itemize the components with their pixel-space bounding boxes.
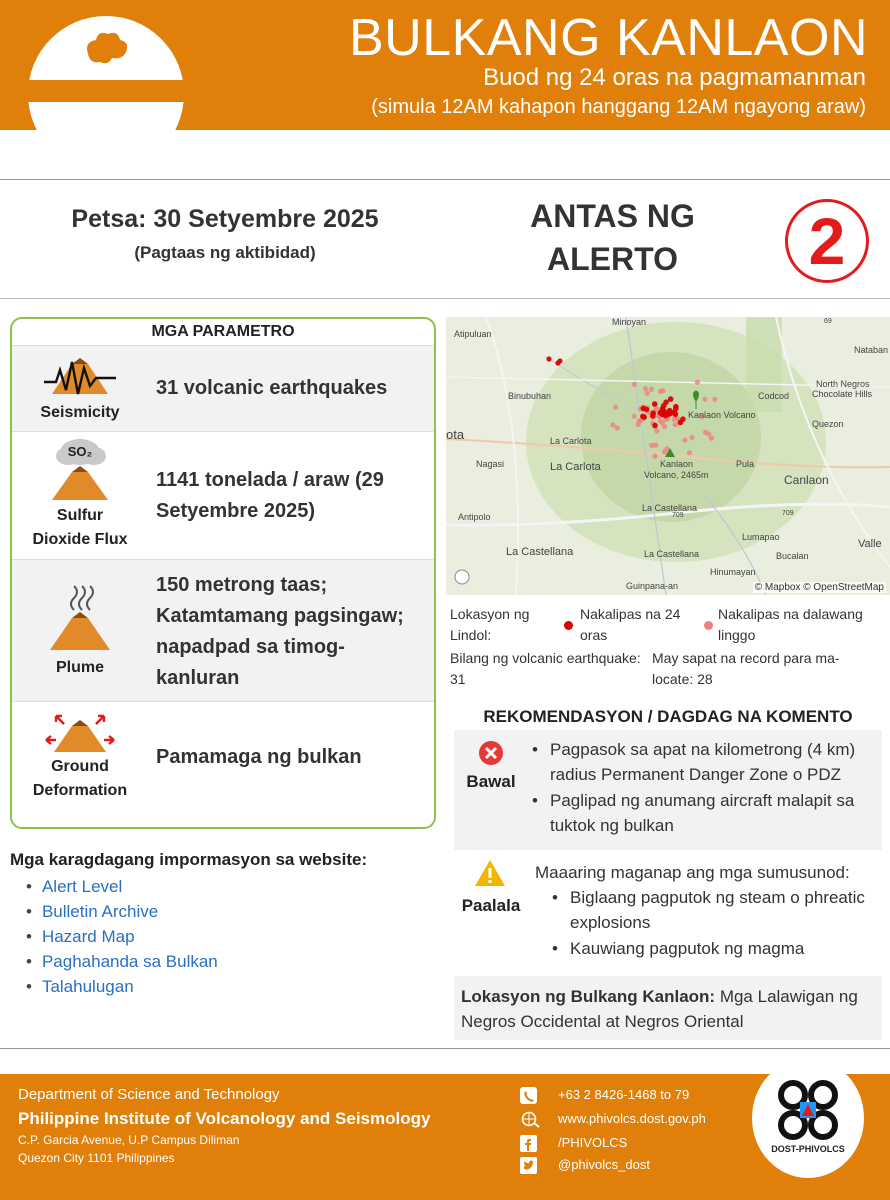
earthquake-point bbox=[712, 397, 717, 402]
map-label-lumapao: Lumapao bbox=[742, 532, 780, 542]
link-talahulugan[interactable]: • Talahulugan bbox=[26, 974, 218, 999]
param-label-seismicity: Seismicity bbox=[40, 404, 120, 421]
legend-recent-line1: Nakalipas na 24 bbox=[580, 606, 681, 622]
earthquake-point bbox=[654, 428, 659, 433]
dost-phivolcs-emblem-icon bbox=[778, 1080, 838, 1140]
earthquake-point bbox=[652, 423, 658, 429]
param-value-so2 bbox=[156, 465, 428, 527]
map-road-709a: 709 bbox=[672, 512, 684, 519]
map-label-ota: ota bbox=[446, 427, 465, 442]
earthquake-point bbox=[695, 380, 700, 385]
param-label-deformation bbox=[12, 755, 148, 803]
earthquake-point bbox=[645, 391, 650, 396]
param-label-plume: Plume bbox=[55, 659, 104, 676]
footer-dept: Department of Science and Technology bbox=[18, 1086, 280, 1103]
twitter-icon bbox=[520, 1157, 537, 1174]
map-canvas bbox=[446, 317, 890, 595]
parameters-panel bbox=[10, 317, 436, 829]
earthquake-point bbox=[643, 386, 648, 391]
so2-icon-text: SO₂ bbox=[67, 444, 93, 459]
param-label-so2-line2: Dioxide Flux bbox=[32, 531, 128, 548]
param-label-deformation-line1: Ground bbox=[51, 758, 109, 775]
map-label-quezon: Quezon bbox=[812, 419, 844, 429]
legend-older-label bbox=[718, 604, 863, 646]
plume-icon bbox=[12, 580, 148, 652]
earthquake-point bbox=[673, 404, 679, 410]
paalala-item: • Kauwiang pagputok ng magma bbox=[552, 936, 878, 961]
dost-phivolcs-text: DOST-PHIVOLCS bbox=[771, 1144, 845, 1154]
earthquake-point bbox=[632, 382, 637, 387]
paalala-intro: Maaaring maganap ang mga sumusunod: bbox=[535, 863, 850, 882]
legend-locatable-line2: locate: 28 bbox=[652, 671, 713, 687]
map-label-codcod: Codcod bbox=[758, 391, 790, 401]
earthquake-point bbox=[613, 405, 618, 410]
map-label-north-negros-2: Chocolate Hills bbox=[812, 389, 873, 399]
earthquake-point bbox=[658, 389, 663, 394]
globe-search-icon bbox=[520, 1111, 542, 1128]
earthquake-point bbox=[709, 436, 714, 441]
bawal-box bbox=[454, 730, 882, 850]
bawal-item: • Pagpasok sa apat na kilometrong (4 km) radius Permanent Danger Zone o PDZ bbox=[532, 737, 878, 787]
map-label-summit-1: Kanlaon bbox=[660, 459, 694, 469]
legend-recent-dot bbox=[564, 621, 573, 630]
legend-location-line1: Lokasyon ng bbox=[450, 606, 530, 622]
alert-label-line1: ANTAS NG bbox=[530, 198, 695, 234]
link-hazard-map[interactable]: • Hazard Map bbox=[26, 924, 218, 949]
page-subtitle: Buod ng 24 oras na pagmamanman bbox=[483, 64, 866, 91]
alert-label-line2: ALERTO bbox=[547, 241, 678, 277]
legend-count-label: Bilang ng volcanic earthquake: bbox=[450, 650, 641, 666]
earthquake-point bbox=[672, 417, 677, 422]
page-title: BULKANG KANLAON bbox=[349, 9, 868, 67]
link-paghahanda[interactable]: • Paghahanda sa Bulkan bbox=[26, 949, 218, 974]
param-value-plume-line3: napadpad sa timog- bbox=[156, 636, 345, 658]
earthquake-point bbox=[702, 397, 707, 402]
param-value-seismicity: 31 volcanic earthquakes bbox=[156, 377, 388, 399]
volcano-location-value: Mga Lalawigan ng Negros Occidental at Negros Oriental bbox=[461, 987, 858, 1031]
map-road-69: 69 bbox=[824, 318, 832, 325]
earthquake-map[interactable] bbox=[446, 317, 890, 595]
page-subtitle-period: (simula 12AM kahapon hanggang 12AM ngayong araw) bbox=[371, 96, 866, 118]
earthquake-point bbox=[651, 410, 657, 416]
earthquake-point bbox=[678, 420, 684, 426]
map-label-la-carlota: La Carlota bbox=[550, 436, 592, 446]
map-label-la-castellana-upper: La Castellana bbox=[642, 503, 698, 513]
earthquake-point bbox=[689, 435, 694, 440]
earthquake-point bbox=[632, 414, 637, 419]
paalala-box bbox=[454, 852, 882, 974]
legend-count bbox=[450, 648, 641, 690]
earthquake-point bbox=[673, 422, 678, 427]
paalala-list bbox=[552, 885, 878, 962]
recommendations-title: REKOMENDASYON / DAGDAG NA KOMENTO bbox=[483, 707, 853, 726]
paalala-item: • Biglaang pagputok ng steam o phreatic explosions bbox=[552, 885, 878, 935]
param-value-plume-line2: Katamtamang pagsingaw; bbox=[156, 605, 404, 627]
prohibited-icon bbox=[478, 740, 504, 766]
earthquake-point bbox=[663, 399, 669, 405]
param-value-deformation: Pamamaga ng bulkan bbox=[156, 746, 362, 768]
map-label-summit-2: Volcano, 2465m bbox=[644, 470, 709, 480]
param-value-plume bbox=[156, 570, 428, 694]
footer-address-1: C.P. Garcia Avenue, U.P Campus Diliman bbox=[18, 1133, 240, 1147]
date-alert-row bbox=[0, 181, 890, 299]
earthquake-point bbox=[687, 450, 692, 455]
map-attribution[interactable]: © Mapbox © OpenStreetMap bbox=[754, 582, 884, 593]
footer-facebook-text: /PHIVOLCS bbox=[558, 1135, 628, 1150]
earthquake-point bbox=[667, 411, 673, 417]
earthquake-point bbox=[649, 387, 654, 392]
earthquake-point bbox=[658, 410, 664, 416]
earthquake-point bbox=[555, 360, 560, 365]
earthquake-point bbox=[641, 406, 647, 412]
map-label-guinpana-an: Guinpana-an bbox=[626, 581, 679, 591]
legend-older-line2: linggo bbox=[718, 627, 756, 643]
param-value-plume-line1: 150 metrong taas; bbox=[156, 574, 328, 596]
legend-location-line2: Lindol: bbox=[450, 627, 492, 643]
parameter-row-so2 bbox=[12, 431, 434, 559]
seismicity-icon bbox=[12, 354, 148, 398]
footer-address-2: Quezon City 1101 Philippines bbox=[18, 1151, 175, 1165]
volcano-logo-icon bbox=[22, 14, 190, 174]
footer-twitter-text: @phivolcs_dost bbox=[558, 1157, 650, 1172]
earthquake-point bbox=[610, 422, 615, 427]
earthquake-point bbox=[660, 420, 665, 425]
earthquake-point bbox=[653, 443, 658, 448]
earthquake-point bbox=[652, 454, 657, 459]
map-label-valle: Valle bbox=[858, 538, 882, 550]
legend-location-label bbox=[450, 604, 529, 646]
map-label-hinumayan: Hinumayan bbox=[710, 567, 756, 577]
bawal-list bbox=[532, 737, 878, 839]
earthquake-point bbox=[640, 414, 646, 420]
dost-phivolcs-logo bbox=[752, 1058, 864, 1178]
map-label-north-negros-1: North Negros bbox=[816, 379, 870, 389]
parameters-title: MGA PARAMETRO bbox=[151, 323, 295, 340]
map-label-kanlaon-volcano: Kanlaon Volcano bbox=[688, 410, 756, 420]
earthquake-point bbox=[668, 396, 674, 402]
parameter-row-plume bbox=[12, 559, 434, 701]
paalala-label: Paalala bbox=[461, 896, 521, 915]
footer-website-text: www.phivolcs.dost.gov.ph bbox=[558, 1111, 706, 1126]
param-value-so2-line2: Setyembre 2025) bbox=[156, 500, 315, 522]
map-label-la-castellana-lower: La Castellana bbox=[644, 549, 700, 559]
earthquake-point bbox=[546, 356, 551, 361]
alert-level-badge: 2 bbox=[785, 199, 869, 283]
link-alert-level[interactable]: • Alert Level bbox=[26, 874, 218, 899]
footer-phone-text: +63 2 8426-1468 to 79 bbox=[558, 1087, 690, 1102]
map-label-bucalan: Bucalan bbox=[776, 551, 809, 561]
volcano-location-box bbox=[454, 976, 882, 1040]
bulletin-date: Petsa: 30 Setyembre 2025 bbox=[71, 205, 379, 233]
map-label-minoyan: Minoyan bbox=[612, 317, 647, 327]
map-label-atipuluan: Atipuluan bbox=[454, 329, 492, 339]
param-label-so2-line1: Sulfur bbox=[56, 507, 104, 524]
param-value-so2-line1: 1141 tonelada / araw (29 bbox=[156, 469, 384, 491]
parameter-row-deformation bbox=[12, 701, 434, 829]
param-value-plume-line4: kanluran bbox=[156, 667, 240, 689]
activity-note: (Pagtaas ng aktibidad) bbox=[134, 243, 316, 262]
map-label-binubuhan: Binubuhan bbox=[508, 391, 552, 401]
map-label-la-castellana-town: La Castellana bbox=[506, 546, 574, 558]
phone-icon bbox=[520, 1087, 537, 1104]
alert-level-heading bbox=[490, 195, 735, 281]
legend-recent-label bbox=[580, 604, 680, 646]
footer-spacer bbox=[0, 1048, 890, 1074]
deformation-icon bbox=[12, 712, 148, 754]
warning-icon bbox=[474, 858, 506, 888]
bawal-item: • Paglipad ng anumang aircraft malapit sa tuktok ng bulkan bbox=[532, 788, 878, 838]
map-label-natban: Nataban bbox=[854, 345, 889, 355]
legend-locatable bbox=[652, 648, 840, 690]
footer-institute: Philippine Institute of Volcanology and Seismology bbox=[18, 1109, 431, 1128]
legend-older-dot bbox=[704, 621, 713, 630]
facebook-icon bbox=[520, 1135, 537, 1152]
link-bulletin-archive[interactable]: • Bulletin Archive bbox=[26, 899, 218, 924]
earthquake-point bbox=[615, 425, 620, 430]
map-road-709b: 709 bbox=[782, 510, 794, 517]
map-label-antipolo: Antipolo bbox=[458, 512, 491, 522]
legend-recent-line2: oras bbox=[580, 627, 608, 643]
legend-locatable-line1: May sapat na record para ma- bbox=[652, 650, 840, 666]
mapbox-logo-icon bbox=[455, 570, 469, 584]
parameter-row-seismicity bbox=[12, 345, 434, 431]
bawal-label: Bawal bbox=[466, 772, 516, 791]
map-label-la-carlota-2: La Carlota bbox=[550, 461, 601, 473]
volcano-location-label: Lokasyon ng Bulkang Kanlaon: bbox=[461, 987, 716, 1006]
earthquake-point bbox=[682, 438, 687, 443]
legend-older-line1: Nakalipas na dalawang bbox=[718, 606, 863, 622]
volcano-location bbox=[461, 984, 875, 1034]
map-label-canlaon: Canlaon bbox=[784, 473, 829, 487]
more-info-title: Mga karagdagang impormasyon sa website: bbox=[10, 850, 368, 869]
param-label-so2 bbox=[12, 504, 148, 552]
map-label-nagasi: Nagasi bbox=[476, 459, 505, 469]
earthquake-point bbox=[652, 401, 658, 407]
param-label-deformation-line2: Deformation bbox=[32, 782, 128, 799]
map-label-pula: Pula bbox=[736, 459, 755, 469]
more-info-links bbox=[26, 874, 218, 999]
legend-count-value: 31 bbox=[450, 671, 466, 687]
